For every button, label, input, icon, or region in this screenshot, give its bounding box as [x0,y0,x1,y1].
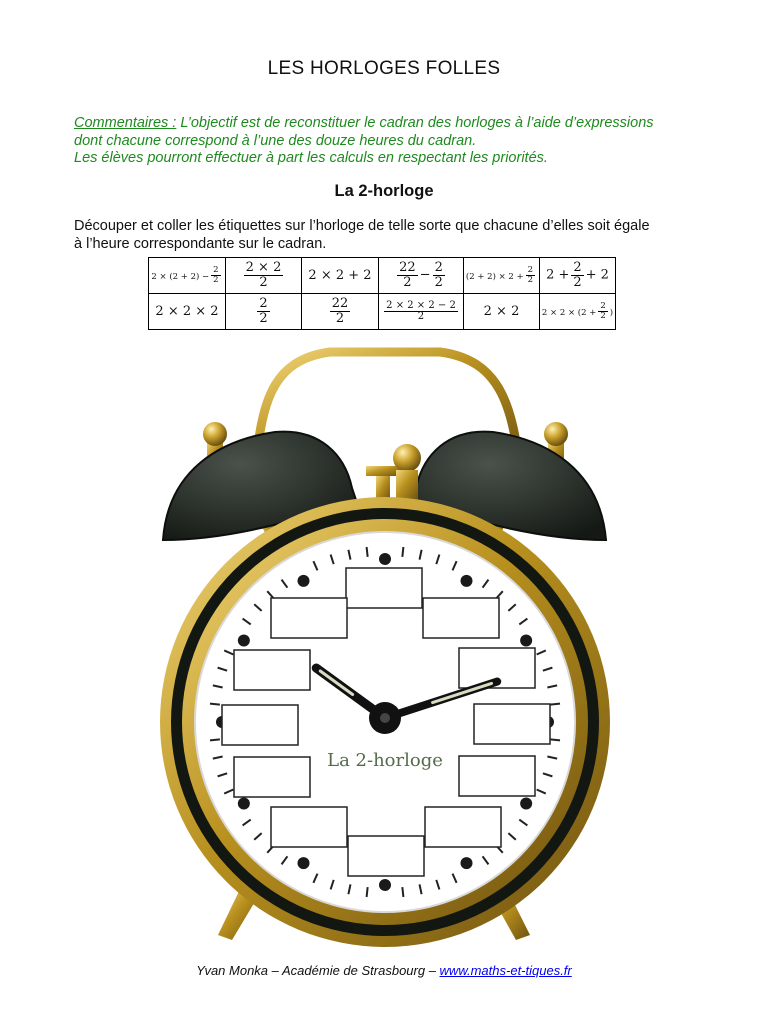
footer [0,963,768,978]
expression-labels-table [148,257,616,330]
instruction-text [74,218,714,253]
slot-5 [425,807,501,847]
slot-7 [271,807,347,847]
slot-11 [271,598,347,638]
minute-tick [210,704,220,705]
fraction: $\frac{2}{2}$ [434,260,443,290]
left-bell-knob [203,422,227,446]
fraction: $\frac{2}{2}$ [573,260,582,290]
slot-10 [234,650,310,690]
label-cell [540,258,616,294]
fraction: $\frac{22}{2}$ [331,296,349,326]
hour-dot [520,798,532,810]
label-cell [302,294,379,330]
hour-dot [238,798,250,810]
comment-label: Commentaires : [74,115,177,131]
page-title: LES HORLOGES FOLLES [267,58,501,79]
label-cell [379,258,464,294]
minute-tick [367,547,368,557]
operator: − [419,268,431,283]
fraction: $\frac{2 \times 2 \times 2 - 2}{2}$ [386,299,456,322]
minute-tick [550,704,560,705]
slot-9 [222,705,298,745]
table-row [149,294,616,330]
minute-tick [550,739,560,740]
hour-dot [238,635,250,647]
label-cell [379,294,464,330]
instruction-line-1: Découper et coller les étiquettes sur l’horloge de telle sorte que chacune d’elles soit égale [74,218,650,234]
alarm-clock-illustration [148,338,628,948]
face-label: La 2-horloge [327,750,443,771]
hour-dot [461,857,473,869]
label-cell: 2 × 2 + 2 [302,258,379,294]
right-bell-knob [544,422,568,446]
expr-text: 2 × 2 × (2 + [541,308,597,318]
label-cell [226,294,302,330]
comment-line-1: L’objectif est de reconstituer le cadran des horloges à l’aide d’expressions [176,115,654,131]
winding-knob [393,444,421,472]
fraction: $\frac{2}{2}$ [213,265,219,285]
minute-tick [367,887,368,897]
table-row [149,258,616,294]
footer-website-link[interactable]: www.maths-et-tiques.fr [439,963,572,978]
hour-dot [461,575,473,587]
footer-author: Yvan Monka – Académie de Strasbourg – [196,963,440,978]
hour-dot [379,879,391,891]
fraction: $\frac{2}{2}$ [259,296,268,326]
teacher-comment [74,115,714,168]
fraction: $\frac{2}{2}$ [600,301,606,321]
fraction: $\frac{22}{2}$ [399,260,416,290]
expr-text: 2 × (2 + 2) − [151,272,210,282]
expr-text: 2 + [546,268,570,283]
hour-dot [298,857,310,869]
hour-dot [520,635,532,647]
expr-text: ) [609,308,614,318]
section-title: La 2-horloge [334,182,434,200]
minute-tick [402,887,403,897]
expr-text: + 2 [585,268,609,283]
minute-tick [402,547,403,557]
minute-tick [210,739,220,740]
label-cell [149,258,226,294]
slot-12 [346,568,422,608]
slot-6 [348,836,424,876]
label-cell [226,258,302,294]
slot-8 [234,757,310,797]
hour-dot [379,553,391,565]
expr-text: (2 + 2) × 2 + [465,272,524,282]
slot-1 [423,598,499,638]
comment-line-2: dont chacune correspond à l’une des douze heures du cadran. [74,132,477,149]
slot-3 [474,704,550,744]
hour-dot [298,575,310,587]
instruction-line-2: à l’heure correspondante sur le cadran. [74,235,327,252]
fraction: $\frac{2}{2}$ [527,265,534,285]
fraction: $\frac{2 \times 2}{2}$ [245,260,282,290]
comment-line-3: Les élèves pourront effectuer à part les calculs en respectant les priorités. [74,150,548,166]
label-cell [464,258,540,294]
label-cell [540,294,616,330]
slot-4 [459,756,535,796]
label-cell: 2 × 2 × 2 [149,294,226,330]
label-cell: 2 × 2 [464,294,540,330]
